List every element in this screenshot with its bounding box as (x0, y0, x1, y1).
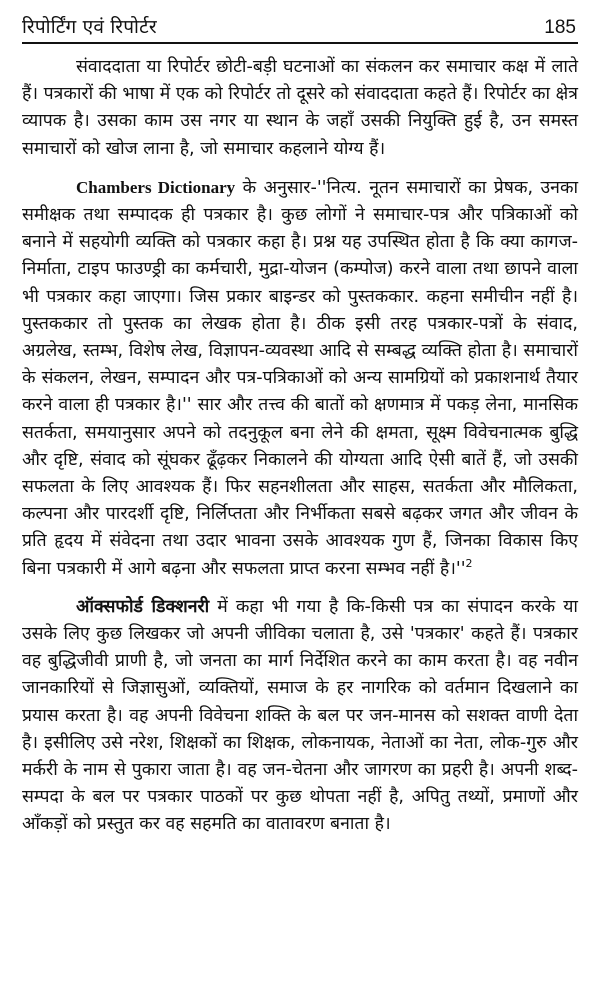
paragraph-oxford-dictionary (22, 594, 578, 839)
source-name-chambers: Chambers Dictionary (76, 177, 236, 197)
paragraph-text: के अनुसार-''नित्य. नूतन समाचारों का प्रेषक, उनका समीक्षक तथा सम्पादक ही पत्रकार है। कुछ लोगों ने समाचार-पत्र और पत्रिकाओं को बनाने में सहयोगी व्यक्ति को पत्रकार कहा है। प्रश्न यह उपस्थित होता है कि क्या कागज-निर्माता, टाइप फाउण्ड्री का कर्मचारी, मुद्रा-योजन (कम्पोज) करने वाला तथा छापने वाला भी पत्रकार कहा जाएगा। जिस प्रकार बाइन्डर को पुस्तककार. कहना समीचीन नहीं है। पुस्तककार तो पुस्तक का लेखक होता है। ठीक इसी तरह पत्रकार-पत्रों के संवाद, अग्रलेख, स्तम्भ, विशेष लेख, विज्ञापन-व्यवस्था आदि से सम्बद्ध व्यक्ति होता है। समाचारों के संकलन, लेखन, सम्पादन और पत्र-पत्रिकाओं को अन्य सामग्रियों को प्रकाशनार्थ तैयार करने वाला ही पत्रकार है।'' सार और तत्त्व की बातों को क्षणमात्र में पकड़ लेना, मानसिक सतर्कता, समयानुसार अपने को तदनुकूल बना लेने की क्षमता, सूक्ष्म विवेचनात्मक बुद्धि और दृष्टि, संवाद को सूंघकर ढूँढ़कर निकालने की योग्यता आदि ऐसी बातें हैं, जो उसकी सफलता के लिए आवश्यक हैं। फिर सहनशीलता और साहस, सतर्कता और मौलिकता, कल्पना और पारदर्शी दृष्टि, निर्लिप्तता और निर्भीकता सबसे बढ़कर जगत और जीवन के प्रति हृदय में संवेदना तथा उदार भावना उसके आवश्यक गुण हैं, जिनका विकास किए बिना पत्रकारी में आगे बढ़ना और सफलता प्राप्त करना सम्भव नहीं है।'' (22, 177, 579, 579)
page-number: 185 (544, 17, 576, 38)
page-header (22, 4, 578, 44)
paragraph-chambers-dictionary (22, 174, 578, 583)
footnote-marker: 2 (465, 556, 473, 570)
paragraph-text: में कहा भी गया है कि-किसी पत्र का संपादन करके या उसके लिए कुछ लिखकर जो अपनी जीविका चलाता है, उसे 'पत्रकार' कहते हैं। पत्रकार वह बुद्धिजीवी प्राणी है, जो जनता का मार्ग निर्देशित करने का काम करता है। वह नवीन जानकारियों से जिज्ञासुओं, व्यक्तियों, समाज के हर नागरिक को वर्तमान दिखलाने का प्रयास करता है। वह अपनी विवेचना शक्ति के बल पर जन-मानस को सशक्त वाणी देता है। इसीलिए उसे नरेश, शिक्षकों का शिक्षक, लोकनायक, नेताओं का नेता, लोक-गुरु और मर्करी के नाम से पुकारा जाता है। वह जन-चेतना और जागरण का प्रहरी है। अपनी शब्द-सम्पदा के बल पर पत्रकार पाठकों पर कुछ थोपता नहीं है, अपितु तथ्यों, प्रमाणों और आँकड़ों को प्रस्तुत कर वह सहमति का वातावरण बनाता है। (22, 596, 578, 835)
source-name-oxford: ऑक्सफोर्ड डिक्शनरी (76, 596, 210, 617)
paragraph-text: संवाददाता या रिपोर्टर छोटी-बड़ी घटनाओं का संकलन कर समाचार कक्ष में लाते हैं। पत्रकारों की भाषा में एक को रिपोर्टर तो दूसरे को संवाददाता कहते हैं। रिपोर्टर का क्षेत्र व्यापक है। उसका काम उस नगर या स्थान के जहाँ उसकी नियुक्ति हुई है, उन समस्त समाचारों को खोज लाना है, जो समाचार कहलाने योग्य हैं। (22, 57, 578, 159)
paragraph-reporter-definition (22, 54, 578, 163)
running-title: रिपोर्टिंग एवं रिपोर्टर (22, 16, 157, 38)
body-text (22, 54, 578, 839)
